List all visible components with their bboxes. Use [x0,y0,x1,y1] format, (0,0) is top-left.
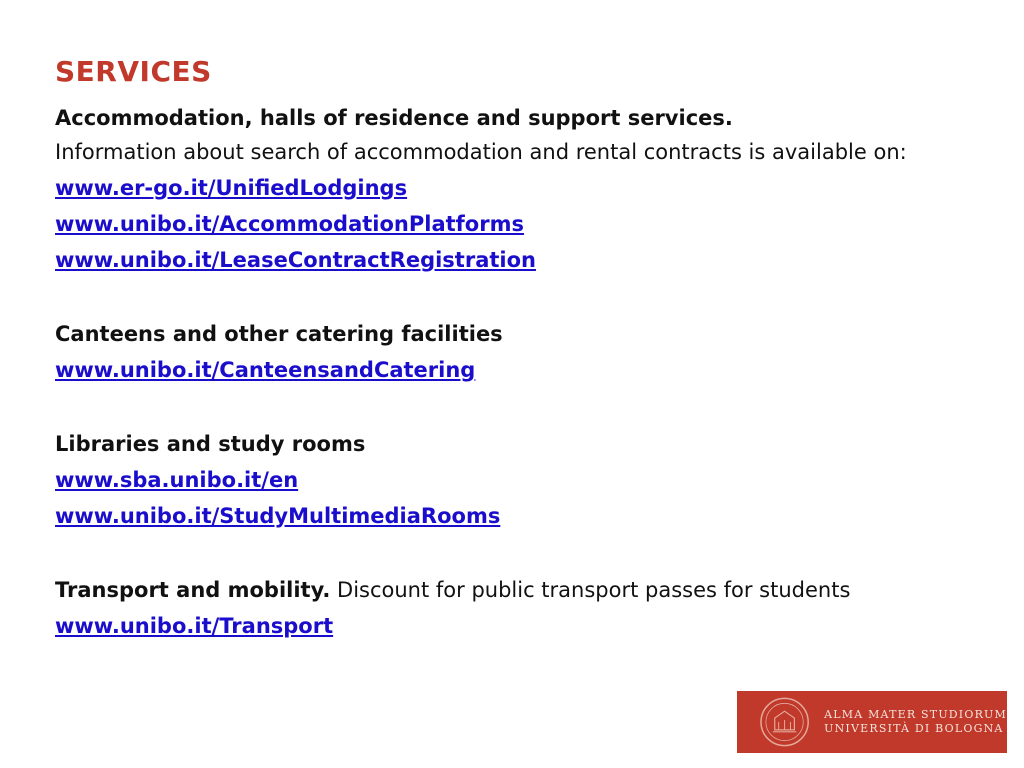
spacer [55,278,1005,316]
page-title: SERVICES [55,55,212,88]
link-canteens-catering[interactable]: www.unibo.it/CanteensandCatering [55,358,476,382]
link-unified-lodgings[interactable]: www.er-go.it/UnifiedLodgings [55,176,408,200]
transport-description: Discount for public transport passes for students [337,578,851,602]
logo-line-2: UNIVERSITÀ DI BOLOGNA [824,722,1004,735]
transport-heading: Transport and mobility. [55,578,331,602]
link-sba-library[interactable]: www.sba.unibo.it/en [55,468,299,492]
logo-line-1: ALMA MATER STUDIORUM [824,708,1007,721]
slide-content [55,52,1005,644]
spacer [55,534,1005,572]
link-lease-contract-registration[interactable]: www.unibo.it/LeaseContractRegistration [55,248,536,272]
link-transport[interactable]: www.unibo.it/Transport [55,614,334,638]
accommodation-heading: Accommodation, halls of residence and support services. [55,106,733,130]
spacer [55,388,1005,426]
university-logo [737,691,1007,753]
university-seal-icon [759,696,810,748]
transport-line [55,572,1005,608]
link-study-multimedia-rooms[interactable]: www.unibo.it/StudyMultimediaRooms [55,504,501,528]
libraries-heading: Libraries and study rooms [55,432,366,456]
canteens-heading: Canteens and other catering facilities [55,322,503,346]
accommodation-description: Information about search of accommodation and rental contracts is available on: [55,140,907,164]
link-accommodation-platforms[interactable]: www.unibo.it/AccommodationPlatforms [55,212,524,236]
logo-text [824,708,1007,736]
